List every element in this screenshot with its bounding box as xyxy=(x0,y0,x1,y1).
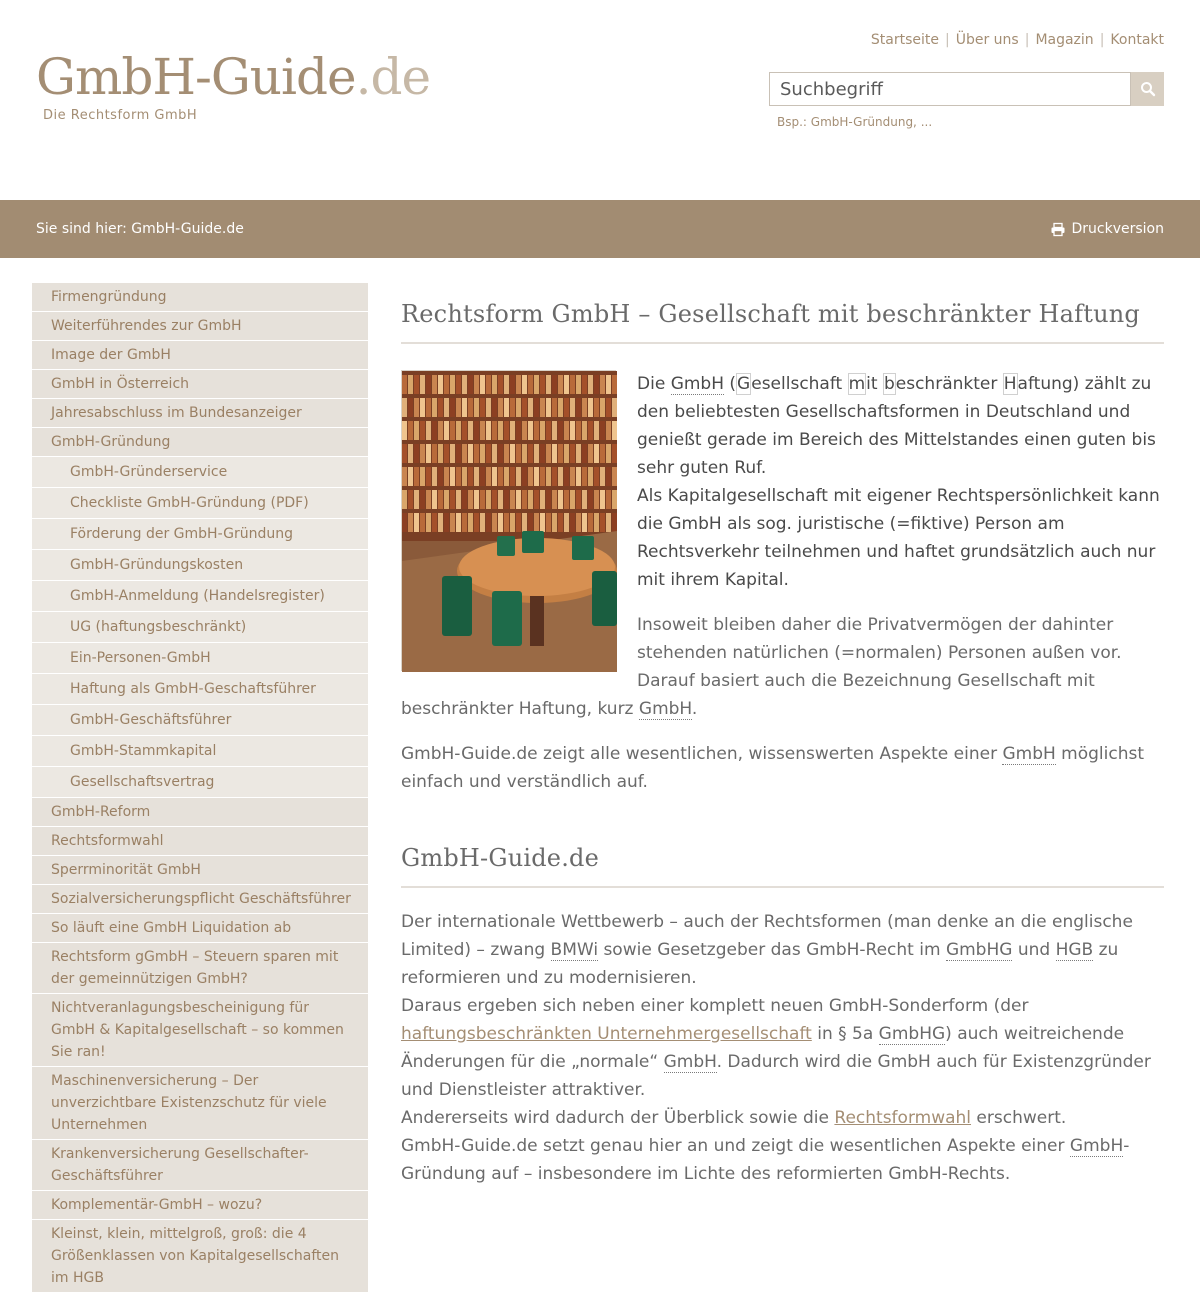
search-input[interactable] xyxy=(769,72,1131,106)
breadcrumb-bar xyxy=(0,200,1200,258)
nav-magazin[interactable]: Magazin xyxy=(1035,32,1094,48)
paragraph-4: Der internationale Wettbewerb – auch der Rechtsformen (man denke an die englische Limited) – zwang BMWi sowie Gesetzgeber das GmbH-Recht im GmbHG und HGB zu reformieren und zu modernisieren. Daraus ergeben sich neben einer komplett neuen GmbH-Sonderform (der haftungsbeschränkten Unternehmergesellschaft in § 5a GmbHG) auch weitreichende Änderungen für die „normale“ GmbH. Dadurch wird die GmbH auch für Existenzgründer und Dienstleister attraktiver. Andererseits wird dadurch der Überblick sowie die Rechtsformwahl erschwert. GmbH-Guide.de setzt genau hier an und zeigt die wesentlichen Aspekte einer GmbH-Gründung auf – insbesondere im Lichte des reformierten GmbH-Rechts. xyxy=(401,912,1151,1184)
sidebar-item[interactable]: Rechtsform gGmbH – Steuern sparen mit der gemeinnützigen GmbH? xyxy=(32,943,368,994)
sidebar-item[interactable]: Gesellschaftsvertrag xyxy=(32,767,368,798)
sidebar-item[interactable]: UG (haftungsbeschränkt) xyxy=(32,612,368,643)
sidebar-item[interactable]: Sperrminorität GmbH xyxy=(32,856,368,885)
sidebar-item[interactable]: GmbH-Anmeldung (Handelsregister) xyxy=(32,581,368,612)
nav-separator: | xyxy=(1099,32,1105,48)
sidebar-item[interactable]: Komplementär-GmbH – wozu? xyxy=(32,1191,368,1220)
search-button[interactable] xyxy=(1131,72,1164,106)
gmbh-abbreviation[interactable]: GmbH xyxy=(670,374,724,394)
top-navigation xyxy=(871,32,1164,48)
paragraph-2: Insoweit bleiben daher die Privatvermögen der dahinter stehenden natürlichen (=normalen) Personen außen vor. Darauf basiert auch die Bezeichnung Gesellschaft mit beschränkter Haftung, kurz GmbH. xyxy=(401,615,1122,719)
gmbh-abbreviation[interactable]: GmbH xyxy=(663,1052,717,1072)
search-icon xyxy=(1140,81,1156,97)
print-version-link[interactable] xyxy=(1051,221,1165,237)
sidebar-item[interactable]: GmbH-Stammkapital xyxy=(32,736,368,767)
site-tagline: Die Rechtsform GmbH xyxy=(43,108,198,123)
gmbhg-abbreviation[interactable]: GmbHG xyxy=(878,1024,946,1044)
gmbhg-abbreviation[interactable]: GmbHG xyxy=(945,940,1013,960)
sidebar-item[interactable]: GmbH-Gründungskosten xyxy=(32,550,368,581)
search-form xyxy=(769,72,1164,106)
breadcrumb[interactable]: Sie sind hier: GmbH-Guide.de xyxy=(36,221,244,237)
sidebar-item[interactable]: Krankenversicherung Gesellschafter-Geschäftsführer xyxy=(32,1140,368,1191)
paragraph-3: GmbH-Guide.de zeigt alle wesentlichen, wissenswerten Aspekte einer GmbH möglichst einfach und verständlich auf. xyxy=(401,744,1145,792)
section-heading: GmbH-Guide.de xyxy=(401,844,1164,888)
sidebar-item[interactable]: Nichtveranlagungsbescheinigung für GmbH & Kapitalgesellschaft – so kommen Sie ran! xyxy=(32,994,368,1067)
sidebar-item[interactable]: Maschinenversicherung – Der unverzichtbare Existenzschutz für viele Unternehmen xyxy=(32,1067,368,1140)
intro-paragraph: Die GmbH (Gesellschaft mit beschränkter Haftung) zählt zu den beliebtesten Gesellschaftsformen in Deutschland und genießt gerade im Bereich des Mittelstandes einen guten bis sehr guten Ruf. Als Kapitalgesellschaft mit eigener Rechtspersönlichkeit kann die GmbH als sog. juristische (=fiktive) Person am Rechtsverkehr teilnehmen und haftet grundsätzlich auch nur mit ihrem Kapital. xyxy=(637,374,1160,590)
sidebar-item[interactable]: Sozialversicherungspflicht Geschäftsführer xyxy=(32,885,368,914)
nav-startseite[interactable]: Startseite xyxy=(870,32,939,48)
sidebar-item[interactable]: Haftung als GmbH-Geschaftsführer xyxy=(32,674,368,705)
sidebar-item[interactable]: GmbH-Gründung xyxy=(32,428,368,457)
print-label: Druckversion xyxy=(1071,221,1164,237)
sidebar-item[interactable]: Firmengründung xyxy=(32,283,368,312)
gmbh-abbreviation[interactable]: GmbH xyxy=(638,699,692,719)
gmbh-abbreviation[interactable]: GmbH xyxy=(1069,1136,1124,1156)
nav-ueber-uns[interactable]: Über uns xyxy=(955,32,1019,48)
library-image xyxy=(402,371,617,672)
hgb-abbreviation[interactable]: HGB xyxy=(1055,940,1094,960)
sidebar-item[interactable]: GmbH-Geschäftsführer xyxy=(32,705,368,736)
gmbh-abbreviation[interactable]: GmbH xyxy=(1002,744,1056,764)
sidebar-item[interactable]: So läuft eine GmbH Liquidation ab xyxy=(32,914,368,943)
sidebar-item[interactable]: Förderung der GmbH-Gründung xyxy=(32,519,368,550)
sidebar-navigation xyxy=(32,283,368,1293)
printer-icon xyxy=(1051,223,1065,236)
logo-main: GmbH-Guide xyxy=(36,48,356,106)
sidebar-item[interactable]: Jahresabschluss im Bundesanzeiger xyxy=(32,399,368,428)
sidebar-item[interactable]: Image der GmbH xyxy=(32,341,368,370)
sidebar-item[interactable]: GmbH-Reform xyxy=(32,798,368,827)
link-ug[interactable]: haftungsbeschränkten Unternehmergesellschaft xyxy=(401,1024,812,1044)
page-title: Rechtsform GmbH – Gesellschaft mit beschränkter Haftung xyxy=(401,300,1164,344)
link-rechtsformwahl[interactable]: Rechtsformwahl xyxy=(834,1108,972,1128)
sidebar-item[interactable]: Weiterführendes zur GmbH xyxy=(32,312,368,341)
sidebar-item[interactable]: GmbH in Österreich xyxy=(32,370,368,399)
sidebar-item[interactable]: Kleinst, klein, mittelgroß, groß: die 4 Größenklassen von Kapitalgesellschaften im HGB xyxy=(32,1220,368,1293)
bmwi-abbreviation[interactable]: BMWi xyxy=(550,940,599,960)
sidebar-item[interactable]: Checkliste GmbH-Gründung (PDF) xyxy=(32,488,368,519)
nav-separator: | xyxy=(945,32,950,48)
logo-tld: .de xyxy=(355,48,431,106)
site-logo[interactable] xyxy=(36,48,431,106)
nav-kontakt[interactable]: Kontakt xyxy=(1110,32,1164,48)
sidebar-item[interactable]: GmbH-Gründerservice xyxy=(32,457,368,488)
nav-separator: | xyxy=(1024,32,1030,48)
main-content xyxy=(401,300,1164,1205)
sidebar-item[interactable]: Rechtsformwahl xyxy=(32,827,368,856)
sidebar-item[interactable]: Ein-Personen-GmbH xyxy=(32,643,368,674)
library-photo xyxy=(401,370,616,671)
search-hint: Bsp.: GmbH-Gründung, ... xyxy=(777,115,933,129)
